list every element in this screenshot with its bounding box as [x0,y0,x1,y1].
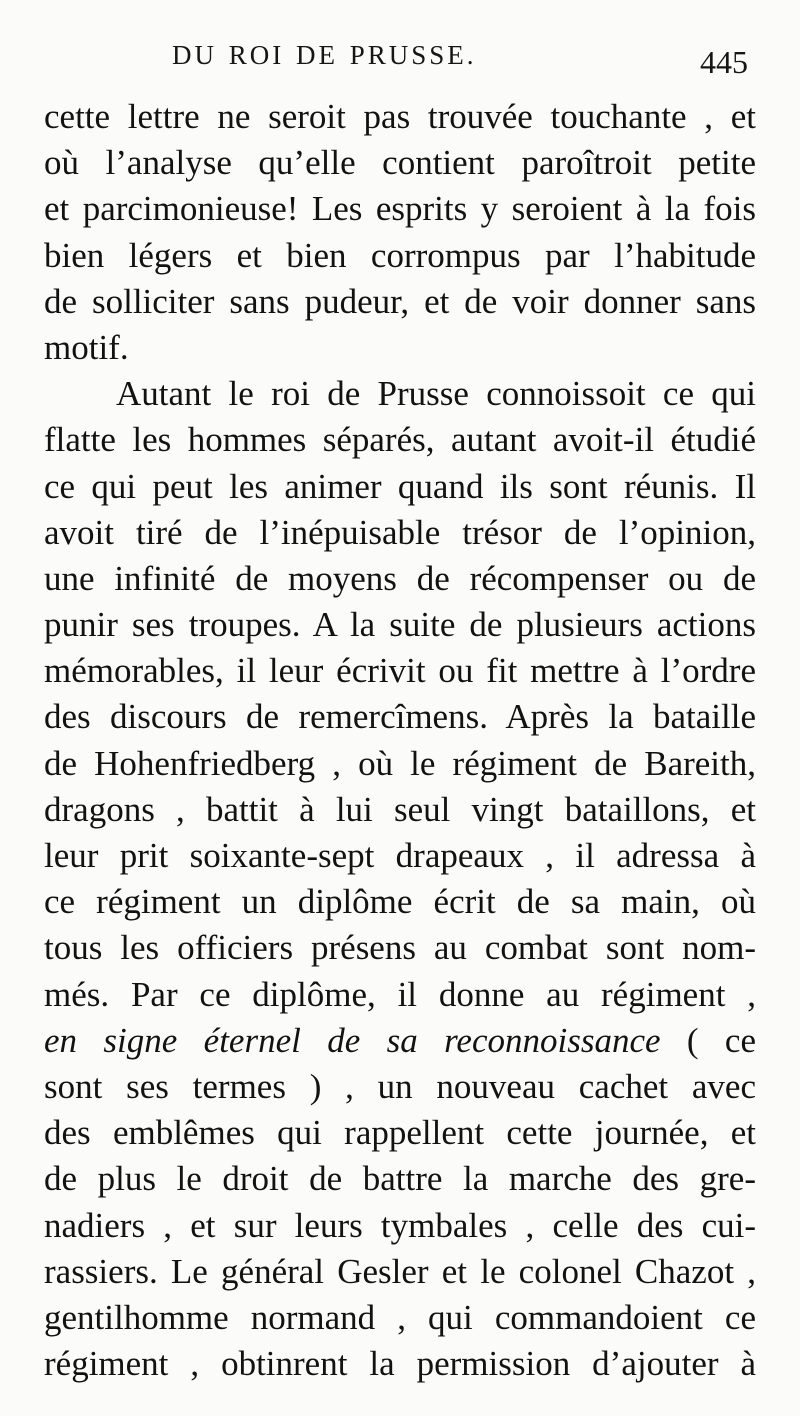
text-line: gentilhomme normand , qui commandoient ce [44,1297,756,1337]
text-line: tous les officiers présens au combat sont nom- [44,928,756,968]
text-line: punir ses troupes. A la suite de plusieurs actions [44,605,756,645]
text-line: une infinité de moyens de récompenser ou de [44,558,756,598]
page-header [48,40,748,82]
text-line: sont ses termes ) , un nouveau cachet avec [44,1066,756,1106]
text-line: de plus le droit de battre la marche des gre- [44,1159,756,1199]
text-line: leur prit soixante-sept drapeaux , il adressa à [44,836,756,875]
text-fragment: ( ce [660,1020,756,1060]
text-line: et parcimonieuse! Les esprits y seroient à la fois [44,189,756,229]
text-line: Autant le roi de Prusse connoissoit ce qui [116,374,756,414]
text-line: de solliciter sans pudeur, et de voir donner sans [44,281,756,321]
text-line: des discours de remercîmens. Après la bataille [44,697,756,737]
text-line: flatte les hommes séparés, autant avoit-il étudié [44,420,756,460]
text-line: ce régiment un diplôme écrit de sa main, où [44,882,756,922]
text-line: rassiers. Le général Gesler et le colonel Chazot , [44,1251,756,1291]
text-line: bien légers et bien corrompus par l’habitude [44,235,756,275]
text-line: des emblêmes qui rappellent cette journée, et [44,1113,756,1153]
text-line: avoit tiré de l’inépuisable trésor de l’opinion, [44,512,756,552]
text-line: où l’analyse qu’elle contient paroîtroit petite [44,143,756,183]
page-number: 445 [700,44,748,80]
italic-phrase: en signe éternel de sa reconnoissance [44,1020,661,1060]
text-line: dragons , battit à lui seul vingt bataillons, et [44,789,756,829]
text-line: cette lettre ne seroit pas trouvée touchante , et [44,97,756,136]
text-line: ce qui peut les animer quand ils sont réunis. Il [44,466,756,506]
text-line: mémorables, il leur écrivit ou fit mettre à l’ordre [44,651,756,691]
text-line: régiment , obtinrent la permission d’ajouter à [44,1344,756,1384]
text-line-italic [44,1018,756,1064]
text-line: nadiers , et sur leurs tymbales , celle des cui- [44,1205,756,1245]
running-head: DU ROI DE PRUSSE. [172,40,477,70]
body-text [44,94,756,1387]
text-line: de Hohenfriedberg , où le régiment de Bareith, [44,743,756,783]
text-line: motif. [44,327,129,367]
text-line: més. Par ce diplôme, il donne au régiment , [44,974,756,1014]
